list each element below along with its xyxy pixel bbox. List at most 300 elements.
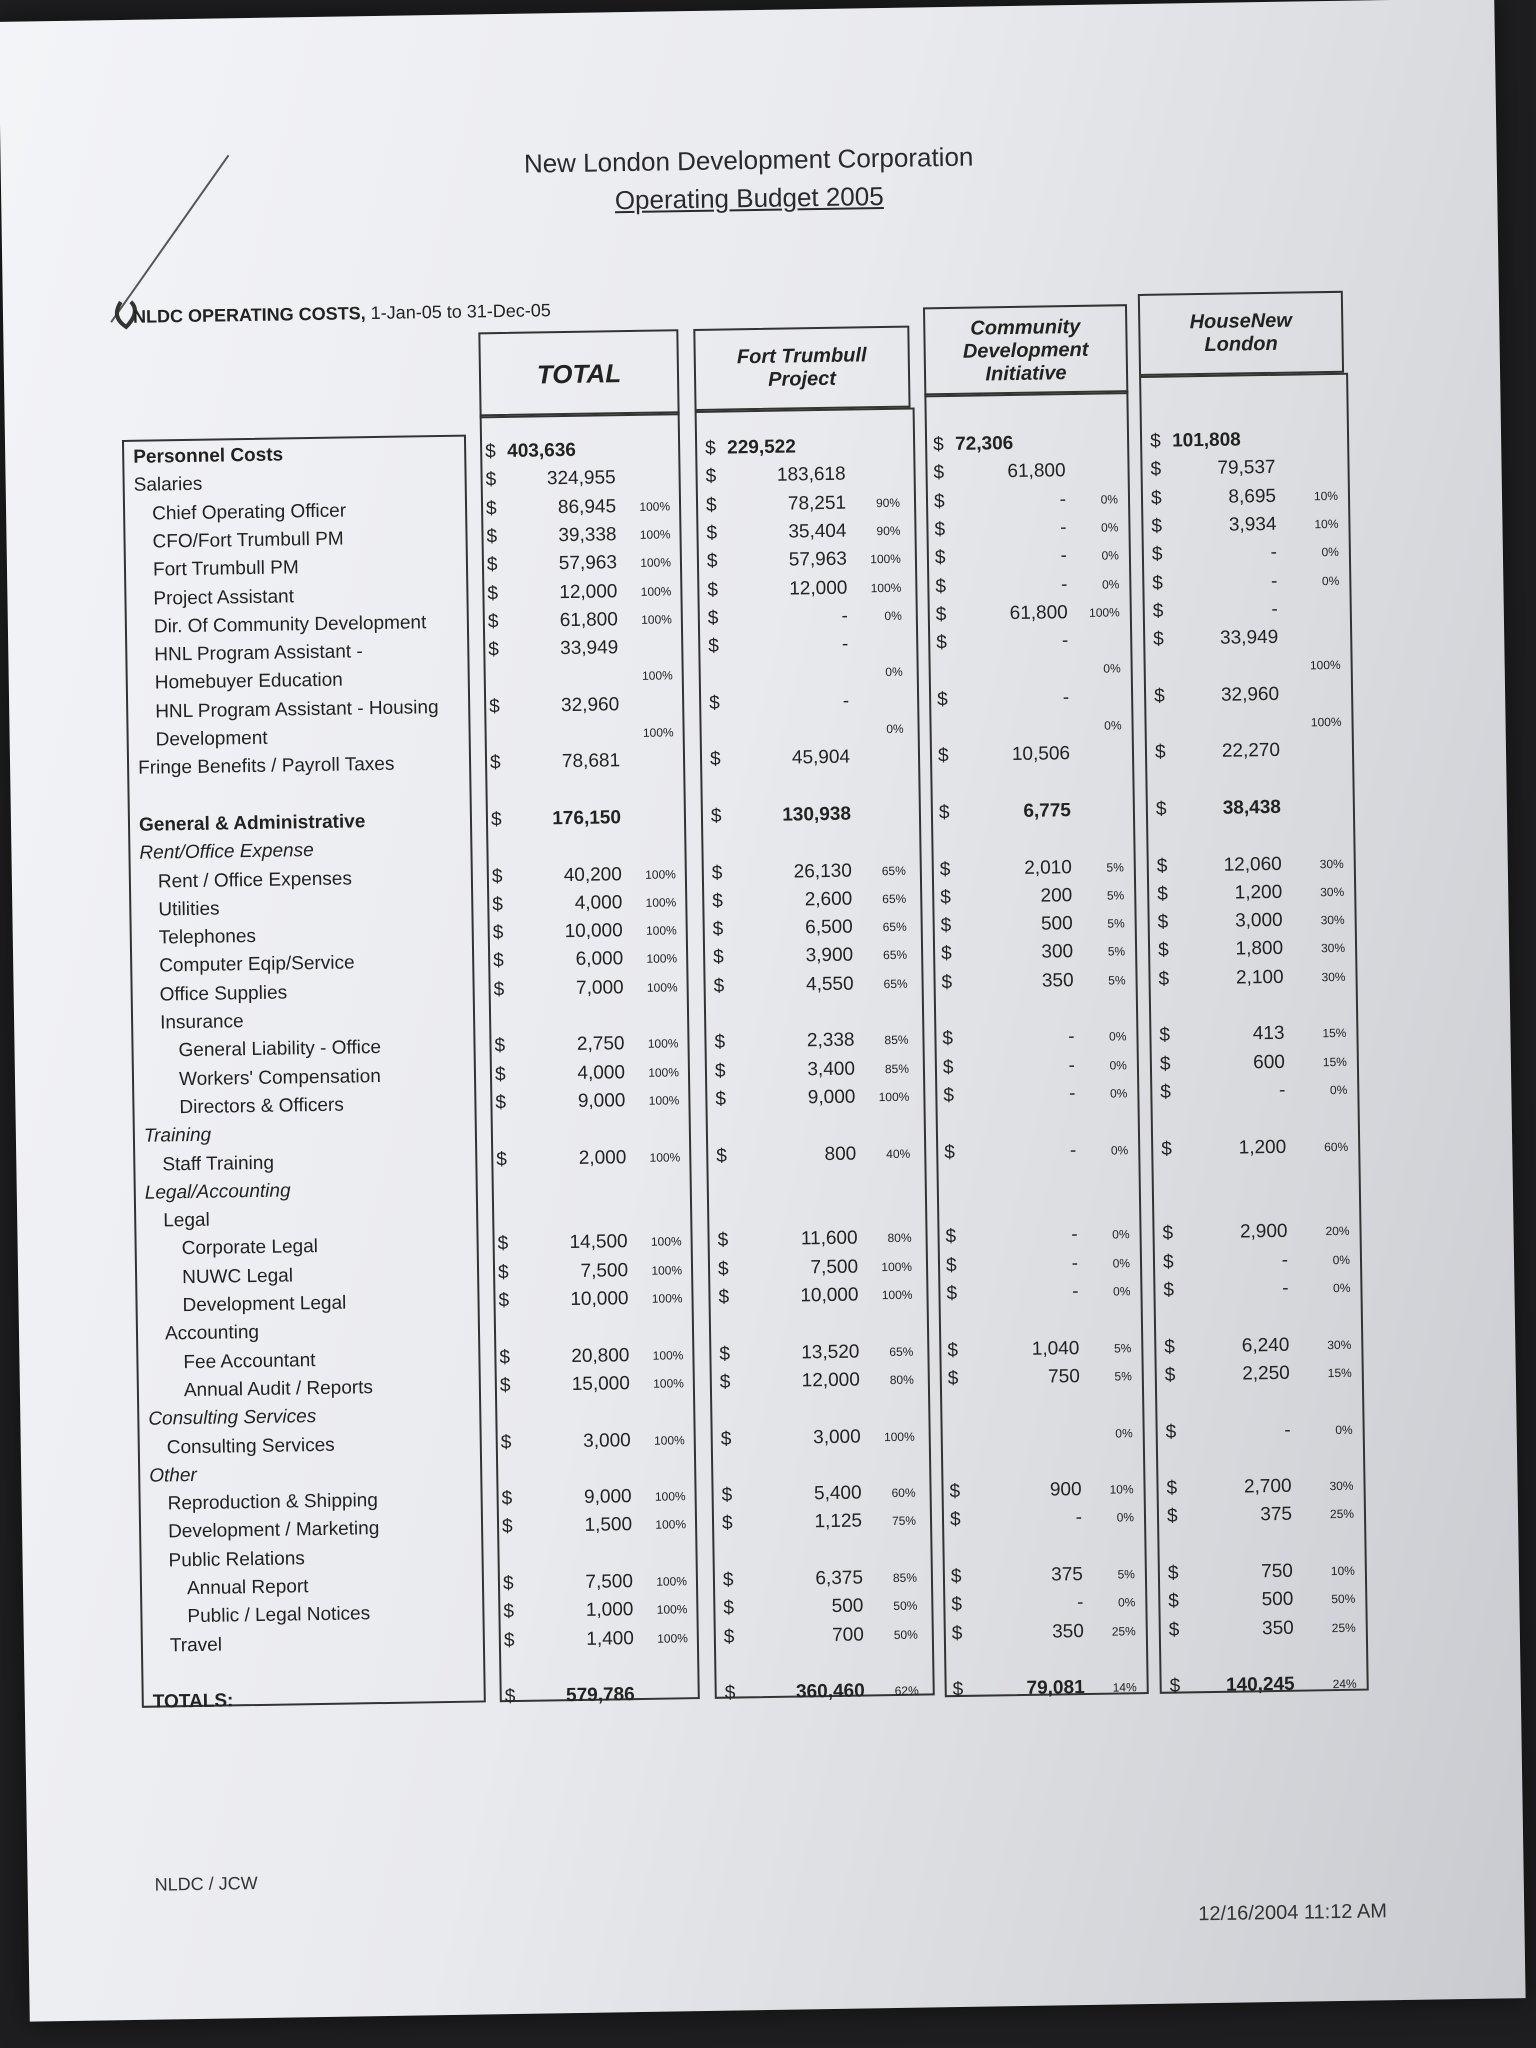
currency-symbol: $: [499, 1374, 511, 1397]
ft-amount: 45,904: [791, 746, 851, 769]
ft-percent: 65%: [883, 948, 908, 963]
ft-percent: 100%: [878, 1089, 910, 1105]
currency-symbol: $: [500, 1431, 512, 1453]
ft-amount: 10,000: [800, 1284, 859, 1307]
hnl-percent: 30%: [1320, 884, 1345, 900]
row-label: Directors & Officers: [179, 1094, 344, 1119]
total-percent: 100%: [656, 1574, 688, 1589]
hnl-amount: -: [1270, 570, 1278, 592]
hnl-amount: 79,537: [1217, 457, 1276, 480]
cdi-percent: 0%: [1103, 661, 1121, 676]
ft-percent: 65%: [889, 1344, 914, 1359]
currency-symbol: $: [932, 434, 944, 456]
cdi-percent: 14%: [1112, 1680, 1137, 1695]
hnl-amount: -: [1281, 1249, 1289, 1271]
ft-amount: 6,500: [805, 916, 853, 939]
total-percent: 100%: [646, 951, 678, 967]
ft-amount: 700: [831, 1624, 864, 1646]
cdi-amount: 10,506: [1011, 743, 1071, 766]
currency-symbol: $: [1159, 1024, 1171, 1047]
currency-symbol: $: [485, 441, 496, 463]
currency-symbol: $: [497, 1261, 509, 1283]
row-label: Rent/Office Expense: [139, 840, 314, 864]
cdi-percent: 0%: [1112, 1255, 1131, 1271]
hnl-percent: 24%: [1332, 1676, 1357, 1692]
total-amount: 33,949: [560, 637, 619, 660]
currency-symbol: $: [940, 943, 952, 965]
total-amount: 9,000: [577, 1090, 626, 1112]
currency-symbol: $: [498, 1290, 510, 1312]
hnl-amount: 22,270: [1221, 740, 1281, 763]
currency-symbol: $: [494, 1063, 506, 1085]
ft-percent: 50%: [893, 1598, 918, 1614]
total-percent: 100%: [645, 866, 676, 882]
ft-amount: 2,600: [804, 888, 853, 911]
hnl-amount: 1,200: [1234, 881, 1283, 904]
total-amount: 7,500: [585, 1571, 634, 1593]
total-percent: 100%: [653, 1432, 685, 1448]
total-amount: 15,000: [571, 1373, 631, 1395]
ft-amount: 5,400: [813, 1482, 862, 1505]
hnl-amount: -: [1281, 1277, 1289, 1299]
cdi-percent: 0%: [1115, 1425, 1133, 1441]
ft-amount: 57,963: [788, 548, 848, 571]
ft-percent: 65%: [882, 891, 907, 906]
currency-symbol: $: [1160, 1081, 1172, 1103]
currency-symbol: $: [487, 582, 499, 604]
ft-percent: 90%: [876, 523, 901, 539]
cdi-percent: 0%: [1116, 1510, 1135, 1525]
row-label: Insurance: [159, 1011, 244, 1034]
currency-symbol: $: [712, 918, 724, 940]
currency-symbol: $: [503, 1629, 515, 1651]
row-label: Legal: [163, 1209, 210, 1232]
cdi-percent: 5%: [1106, 888, 1125, 903]
ft-amount: 3,900: [805, 944, 854, 967]
ft-amount: 130,938: [782, 803, 852, 826]
cdi-percent: 0%: [1117, 1595, 1136, 1610]
row-label: HNL Program Assistant - Housing: [155, 696, 439, 723]
ft-amount: 12,000: [801, 1369, 860, 1392]
currency-symbol: $: [709, 748, 721, 771]
currency-symbol: $: [1157, 911, 1169, 933]
currency-symbol: $: [708, 635, 720, 657]
total-amount: 1,400: [586, 1627, 635, 1650]
cdi-amount: -: [1071, 1252, 1079, 1274]
currency-symbol: $: [486, 554, 498, 576]
currency-symbol: $: [1169, 1675, 1181, 1697]
total-amount: 2,750: [576, 1033, 625, 1056]
currency-symbol: $: [934, 547, 946, 569]
total-amount: 78,681: [561, 750, 621, 773]
document-subtitle: Operating Budget 2005: [614, 180, 884, 216]
cdi-amount: -: [1071, 1224, 1078, 1246]
ft-percent: 60%: [891, 1485, 916, 1501]
currency-symbol: $: [946, 1282, 958, 1305]
currency-symbol: $: [724, 1682, 736, 1704]
currency-symbol: $: [705, 465, 717, 488]
hnl-percent: 10%: [1330, 1563, 1355, 1579]
currency-symbol: $: [494, 1035, 506, 1057]
hnl-amount: 1,200: [1238, 1136, 1287, 1159]
currency-symbol: $: [485, 497, 497, 519]
cdi-amount: 350: [1041, 969, 1074, 992]
cdi-amount: 200: [1040, 884, 1073, 907]
footer-timestamp: 12/16/2004 11:12 AM: [1198, 1900, 1388, 1926]
ft-amount: -: [841, 633, 849, 655]
ft-amount: 78,251: [787, 492, 847, 515]
total-amount: 1,500: [584, 1514, 633, 1537]
ft-amount: 6,375: [815, 1567, 864, 1590]
currency-symbol: $: [489, 752, 501, 774]
currency-symbol: $: [1159, 1053, 1171, 1075]
currency-symbol: $: [487, 610, 499, 633]
total-amount: 10,000: [564, 920, 623, 943]
total-percent: 100%: [648, 1093, 680, 1108]
cdi-percent: 0%: [1104, 718, 1122, 733]
hnl-percent: 0%: [1332, 1280, 1351, 1296]
total-amount: 7,000: [575, 976, 624, 999]
currency-symbol: $: [1153, 628, 1164, 650]
ft-amount: 1,125: [814, 1510, 863, 1533]
currency-symbol: $: [489, 695, 500, 717]
total-amount: 32,960: [560, 693, 620, 716]
cdi-percent: 0%: [1110, 1142, 1129, 1158]
hnl-percent: 0%: [1332, 1252, 1351, 1267]
ft-percent: 100%: [881, 1259, 913, 1274]
row-label: Utilities: [158, 898, 220, 921]
total-percent: 100%: [641, 668, 673, 684]
ft-amount: 12,000: [789, 577, 848, 600]
currency-symbol: $: [497, 1233, 509, 1255]
hnl-percent: 30%: [1319, 856, 1344, 871]
total-percent: 100%: [645, 923, 677, 938]
currency-symbol: $: [1168, 1590, 1180, 1612]
total-percent: 100%: [648, 1064, 680, 1080]
currency-symbol: $: [717, 1229, 729, 1252]
currency-symbol: $: [1149, 430, 1161, 452]
cdi-amount: -: [1061, 630, 1069, 652]
ft-amount: 800: [824, 1143, 857, 1165]
currency-symbol: $: [942, 1056, 954, 1078]
hnl-amount: 1,800: [1235, 938, 1284, 960]
total-percent: 100%: [654, 1489, 686, 1504]
ft-amount: 13,520: [801, 1341, 860, 1364]
ft-amount: 229,522: [727, 436, 797, 459]
cdi-amount: 6,775: [1023, 800, 1072, 822]
total-amount: 1,000: [585, 1599, 634, 1622]
currency-symbol: $: [937, 745, 949, 767]
currency-symbol: $: [1163, 1279, 1175, 1301]
total-amount: 3,000: [583, 1429, 631, 1452]
hnl-percent: 50%: [1331, 1592, 1356, 1607]
cdi-percent: 0%: [1109, 1057, 1128, 1073]
row-label: Computer Eqip/Service: [159, 952, 355, 977]
hnl-percent: 0%: [1329, 1082, 1348, 1097]
row-label: Training: [143, 1124, 212, 1147]
ft-amount: 7,500: [810, 1256, 859, 1278]
currency-symbol: $: [934, 518, 946, 541]
total-amount: 57,963: [558, 552, 618, 575]
ft-percent: 85%: [884, 1061, 910, 1076]
cdi-amount: -: [1071, 1281, 1079, 1303]
currency-symbol: $: [706, 550, 718, 572]
currency-symbol: $: [710, 805, 722, 827]
currency-symbol: $: [719, 1371, 731, 1393]
hnl-amount: 2,900: [1239, 1221, 1288, 1243]
row-label: Development / Marketing: [167, 1518, 380, 1543]
currency-symbol: $: [714, 1060, 726, 1082]
currency-symbol: $: [1153, 685, 1165, 707]
cdi-percent: 5%: [1113, 1340, 1132, 1356]
total-amount: 4,000: [577, 1061, 626, 1084]
cdi-amount: -: [1060, 573, 1068, 595]
currency-symbol: $: [944, 1141, 955, 1163]
currency-symbol: $: [712, 890, 724, 912]
currency-symbol: $: [1157, 939, 1169, 962]
hnl-amount: 140,245: [1225, 1673, 1295, 1696]
ft-percent: 90%: [875, 495, 901, 510]
cdi-percent: 25%: [1111, 1623, 1136, 1639]
hnl-amount: -: [1271, 598, 1278, 620]
ft-percent: 0%: [885, 665, 903, 680]
hnl-amount: 3,934: [1228, 513, 1277, 536]
row-label: HNL Program Assistant -: [154, 641, 363, 666]
ft-percent: 85%: [884, 1033, 909, 1048]
ft-percent: 65%: [883, 976, 908, 991]
cdi-amount: -: [1075, 1507, 1083, 1529]
ft-percent: 75%: [891, 1514, 917, 1529]
cdi-percent: 5%: [1107, 944, 1126, 959]
currency-symbol: $: [1166, 1505, 1178, 1528]
row-label: Chief Operating Officer: [151, 500, 347, 525]
currency-symbol: $: [707, 607, 719, 629]
cdi-amount: 350: [1051, 1620, 1084, 1643]
total-percent: 100%: [640, 583, 672, 599]
currency-symbol: $: [504, 1686, 516, 1708]
currency-symbol: $: [715, 1088, 727, 1110]
cdi-amount: -: [1062, 686, 1070, 708]
document-title: New London Development Corporation: [523, 141, 974, 179]
total-amount: 86,945: [557, 495, 617, 518]
hnl-percent: 30%: [1321, 969, 1346, 984]
row-label: Consulting Services: [166, 1434, 335, 1458]
row-label: Legal/Accounting: [144, 1180, 291, 1204]
currency-symbol: $: [501, 1488, 513, 1510]
total-percent: 100%: [653, 1376, 684, 1391]
row-label: Staff Training: [162, 1152, 275, 1175]
cdi-amount: 61,800: [1007, 460, 1066, 483]
currency-symbol: $: [705, 437, 716, 459]
currency-symbol: $: [1167, 1562, 1179, 1584]
cdi-percent: 0%: [1113, 1284, 1131, 1299]
currency-symbol: $: [938, 801, 950, 824]
currency-symbol: $: [1151, 543, 1163, 566]
cdi-amount: -: [1059, 517, 1067, 539]
row-label: Public / Legal Notices: [187, 1603, 371, 1628]
currency-symbol: $: [721, 1484, 733, 1506]
row-label: Consulting Services: [148, 1406, 317, 1430]
row-label: TOTALS:: [152, 1690, 234, 1713]
currency-symbol: $: [933, 490, 945, 512]
hnl-percent: 15%: [1322, 1054, 1347, 1069]
currency-symbol: $: [951, 1622, 963, 1644]
hnl-amount: 413: [1252, 1023, 1285, 1045]
currency-symbol: $: [940, 915, 952, 937]
ft-amount: 9,000: [807, 1086, 856, 1109]
currency-symbol: $: [1158, 968, 1170, 990]
currency-symbol: $: [711, 862, 723, 884]
row-label: Fringe Benefits / Payroll Taxes: [137, 754, 395, 780]
row-label: Workers' Compensation: [178, 1065, 381, 1090]
footer-initials: NLDC / JCW: [154, 1873, 258, 1895]
ft-amount: 3,400: [807, 1058, 856, 1080]
row-label: Homebuyer Education: [154, 669, 343, 694]
currency-symbol: $: [486, 525, 498, 548]
currency-symbol: $: [717, 1258, 729, 1280]
currency-symbol: $: [491, 865, 503, 887]
hnl-amount: 6,240: [1241, 1334, 1290, 1357]
ft-percent: 65%: [882, 919, 907, 935]
currency-symbol: $: [716, 1145, 728, 1167]
hnl-amount: 12,060: [1223, 853, 1282, 876]
header-cdi: Community Development Initiative: [923, 304, 1128, 397]
cdi-amount: 375: [1051, 1564, 1084, 1586]
currency-symbol: $: [713, 946, 724, 969]
ft-amount: 183,618: [776, 463, 846, 486]
total-percent: 100%: [640, 555, 672, 571]
currency-symbol: $: [490, 808, 502, 831]
row-label: General & Administrative: [138, 811, 366, 836]
row-label: Travel: [169, 1634, 223, 1656]
hnl-amount: 38,438: [1222, 796, 1282, 819]
cdi-amount: -: [1067, 1026, 1075, 1048]
cdi-percent: 0%: [1101, 520, 1119, 535]
currency-symbol: $: [493, 950, 504, 972]
ft-percent: 85%: [892, 1570, 918, 1586]
currency-symbol: $: [488, 639, 500, 661]
row-label: CFO/Fort Trumbull PM: [152, 528, 344, 553]
total-amount: 40,200: [563, 863, 623, 886]
total-percent: 100%: [645, 895, 677, 910]
currency-symbol: $: [1161, 1138, 1172, 1160]
total-percent: 100%: [647, 1036, 679, 1052]
currency-symbol: $: [485, 469, 497, 491]
total-percent: 100%: [656, 1602, 688, 1618]
hnl-percent: 20%: [1325, 1224, 1350, 1239]
total-percent: 100%: [655, 1517, 687, 1533]
currency-symbol: $: [947, 1367, 959, 1390]
currency-symbol: $: [952, 1679, 964, 1701]
hnl-percent: 30%: [1320, 941, 1346, 956]
cdi-percent: 100%: [1088, 605, 1120, 620]
currency-symbol: $: [1157, 883, 1168, 905]
cdi-percent: 5%: [1107, 916, 1125, 931]
row-label: Office Supplies: [159, 982, 288, 1006]
total-percent: 100%: [641, 612, 672, 627]
cdi-percent: 0%: [1112, 1227, 1130, 1242]
currency-symbol: $: [1165, 1421, 1177, 1443]
row-label: Personnel Costs: [133, 444, 284, 468]
cdi-percent: 10%: [1109, 1482, 1134, 1497]
hnl-amount: 3,000: [1234, 909, 1283, 932]
ft-amount: 500: [831, 1595, 864, 1618]
currency-symbol: $: [935, 603, 947, 626]
hnl-percent: 10%: [1313, 488, 1339, 503]
currency-symbol: $: [713, 975, 725, 997]
total-percent: 100%: [652, 1347, 684, 1363]
currency-symbol: $: [1150, 458, 1162, 481]
currency-symbol: $: [940, 886, 951, 908]
ft-amount: -: [842, 690, 850, 712]
hnl-percent: 30%: [1329, 1478, 1354, 1494]
row-label: Annual Audit / Reports: [183, 1377, 374, 1402]
row-label: NUWC Legal: [181, 1265, 294, 1288]
cdi-percent: 5%: [1106, 859, 1124, 875]
currency-symbol: $: [947, 1339, 959, 1361]
currency-symbol: $: [945, 1226, 957, 1248]
row-label: Dir. Of Community Development: [153, 612, 427, 638]
total-amount: 61,800: [559, 609, 619, 631]
currency-symbol: $: [718, 1286, 730, 1308]
hnl-amount: -: [1270, 542, 1278, 564]
header-hnl: HouseNew London: [1138, 291, 1344, 376]
cdi-percent: 5%: [1114, 1369, 1132, 1384]
ft-amount: 3,000: [813, 1426, 861, 1448]
cdi-percent: 5%: [1117, 1567, 1136, 1582]
total-amount: 12,000: [559, 580, 618, 603]
hnl-percent: 60%: [1324, 1139, 1349, 1154]
ft-amount: 35,404: [788, 520, 847, 543]
ft-percent: 62%: [894, 1683, 919, 1699]
row-label: Telephones: [158, 926, 257, 949]
hnl-amount: 33,949: [1219, 626, 1279, 649]
total-amount: 39,338: [558, 524, 617, 547]
hnl-amount: -: [1278, 1079, 1286, 1101]
currency-symbol: $: [942, 1028, 954, 1050]
cdi-amount: -: [1059, 488, 1067, 510]
cdi-percent: 5%: [1108, 972, 1126, 988]
cdi-amount: -: [1060, 545, 1068, 567]
total-amount: 14,500: [569, 1231, 628, 1254]
ft-amount: 360,460: [795, 1680, 865, 1703]
cdi-amount: 500: [1040, 913, 1073, 935]
hnl-percent: 15%: [1327, 1365, 1352, 1381]
row-label: Annual Report: [186, 1576, 309, 1600]
row-label: Fee Accountant: [183, 1349, 316, 1373]
total-percent: 100%: [650, 1234, 682, 1250]
currency-symbol: $: [495, 1091, 507, 1114]
currency-symbol: $: [1151, 515, 1163, 537]
currency-symbol: $: [493, 978, 505, 1000]
hnl-percent: 30%: [1320, 912, 1345, 928]
hnl-amount: 101,808: [1171, 429, 1241, 452]
total-amount: 20,800: [571, 1344, 630, 1367]
currency-symbol: $: [501, 1516, 513, 1538]
total-percent: 100%: [642, 725, 674, 740]
currency-symbol: $: [941, 971, 953, 993]
total-amount: 7,500: [580, 1259, 629, 1282]
cdi-amount: -: [1069, 1139, 1077, 1161]
currency-symbol: $: [706, 522, 718, 544]
cdi-amount: 2,010: [1024, 856, 1072, 879]
hnl-amount: 2,250: [1242, 1362, 1290, 1385]
hnl-percent: 10%: [1314, 516, 1339, 532]
ft-percent: 0%: [886, 721, 904, 737]
hnl-amount: 375: [1260, 1504, 1293, 1526]
cdi-amount: 300: [1041, 941, 1074, 963]
cdi-amount: 61,800: [1009, 601, 1068, 624]
